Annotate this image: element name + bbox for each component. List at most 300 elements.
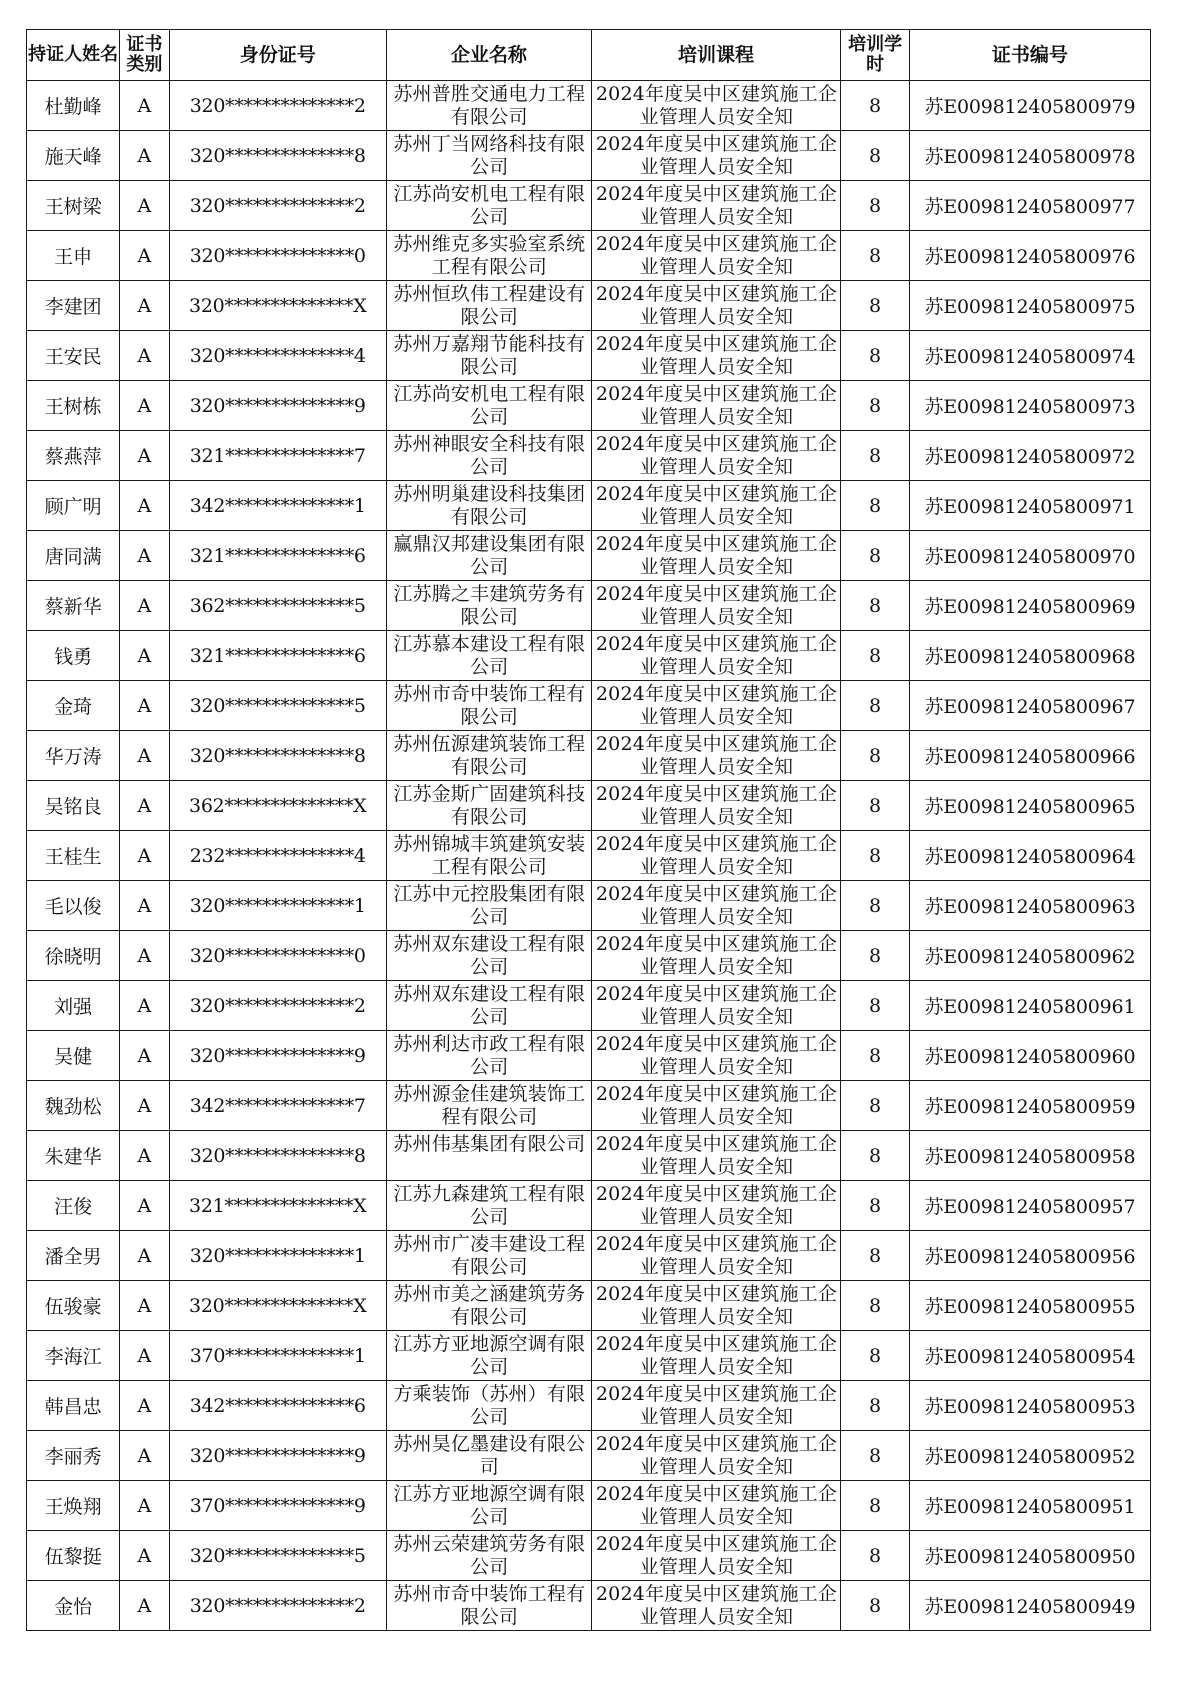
company-name-cell [387, 681, 592, 731]
id-number-cell: 370**************1 [169, 1331, 387, 1381]
holder-name-cell: 王焕翔 [27, 1481, 120, 1531]
holder-name-cell: 施天峰 [27, 131, 120, 181]
table-row [27, 1281, 1151, 1331]
course-name-cell [591, 1281, 841, 1331]
course-name: 2024年度吴中区建筑施工企业管理人员安全知 [595, 633, 838, 678]
training-hours-cell: 8 [841, 1281, 910, 1331]
holder-name-cell: 金怡 [27, 1581, 120, 1631]
holder-name-cell: 金琦 [27, 681, 120, 731]
table-row [27, 481, 1151, 531]
cert-class-cell: A [120, 781, 169, 831]
course-name: 2024年度吴中区建筑施工企业管理人员安全知 [595, 1233, 838, 1278]
course-name-cell [591, 381, 841, 431]
course-name-cell [591, 581, 841, 631]
training-hours-cell: 8 [841, 631, 910, 681]
table-row [27, 781, 1151, 831]
holder-name-cell: 朱建华 [27, 1131, 120, 1181]
cert-class-cell: A [120, 1581, 169, 1631]
holder-name-cell: 蔡燕萍 [27, 431, 120, 481]
course-name-cell [591, 231, 841, 281]
course-name-cell [591, 631, 841, 681]
holder-name-cell: 李海江 [27, 1331, 120, 1381]
training-hours-cell: 8 [841, 1481, 910, 1531]
id-number-cell: 320**************X [169, 281, 387, 331]
id-number-cell: 362**************X [169, 781, 387, 831]
course-name: 2024年度吴中区建筑施工企业管理人员安全知 [595, 983, 838, 1028]
id-number-cell: 321**************7 [169, 431, 387, 481]
company-name: 苏州昊亿墨建设有限公司 [393, 1433, 586, 1478]
company-name-cell [387, 531, 592, 581]
company-name: 苏州万嘉翔节能科技有限公司 [393, 333, 586, 378]
training-hours-cell: 8 [841, 481, 910, 531]
header-company: 企业名称 [387, 30, 592, 81]
cert-class-cell: A [120, 231, 169, 281]
course-name-cell [591, 1531, 841, 1581]
cert-class-cell: A [120, 831, 169, 881]
company-name: 苏州维克多实验室系统工程有限公司 [393, 233, 586, 278]
cert-number-cell: 苏E009812405800957 [909, 1181, 1150, 1231]
company-name: 江苏尚安机电工程有限公司 [393, 383, 586, 428]
id-number-cell: 342**************7 [169, 1081, 387, 1131]
course-name-cell [591, 1081, 841, 1131]
table-row [27, 931, 1151, 981]
holder-name-cell: 李丽秀 [27, 1431, 120, 1481]
training-hours-cell: 8 [841, 981, 910, 1031]
cert-class-cell: A [120, 581, 169, 631]
id-number-cell: 321**************X [169, 1181, 387, 1231]
company-name-cell [387, 1231, 592, 1281]
header-cert-class: 证书类别 [120, 30, 169, 81]
cert-number-cell: 苏E009812405800968 [909, 631, 1150, 681]
holder-name-cell: 伍骏豪 [27, 1281, 120, 1331]
cert-number-cell: 苏E009812405800950 [909, 1531, 1150, 1581]
course-name: 2024年度吴中区建筑施工企业管理人员安全知 [595, 933, 838, 978]
cert-number-cell: 苏E009812405800967 [909, 681, 1150, 731]
cert-class-cell: A [120, 1381, 169, 1431]
table-row [27, 731, 1151, 781]
holder-name-cell: 魏劲松 [27, 1081, 120, 1131]
course-name: 2024年度吴中区建筑施工企业管理人员安全知 [595, 433, 838, 478]
id-number-cell: 320**************1 [169, 1231, 387, 1281]
cert-class-cell: A [120, 281, 169, 331]
course-name-cell [591, 931, 841, 981]
id-number-cell: 320**************2 [169, 981, 387, 1031]
company-name: 方乘装饰（苏州）有限公司 [393, 1383, 586, 1428]
training-hours-cell: 8 [841, 531, 910, 581]
table-row [27, 181, 1151, 231]
cert-number-cell: 苏E009812405800977 [909, 181, 1150, 231]
course-name: 2024年度吴中区建筑施工企业管理人员安全知 [595, 233, 838, 278]
holder-name-cell: 华万涛 [27, 731, 120, 781]
company-name-cell [387, 881, 592, 931]
cert-number-cell: 苏E009812405800961 [909, 981, 1150, 1031]
id-number-cell: 320**************0 [169, 231, 387, 281]
cert-number-cell: 苏E009812405800954 [909, 1331, 1150, 1381]
cert-class-cell: A [120, 1231, 169, 1281]
course-name-cell [591, 981, 841, 1031]
company-name-cell [387, 131, 592, 181]
company-name-cell [387, 1131, 592, 1181]
course-name: 2024年度吴中区建筑施工企业管理人员安全知 [595, 1033, 838, 1078]
cert-number-cell: 苏E009812405800966 [909, 731, 1150, 781]
table-row [27, 131, 1151, 181]
training-hours-cell: 8 [841, 1581, 910, 1631]
course-name-cell [591, 1031, 841, 1081]
company-name: 江苏方亚地源空调有限公司 [393, 1483, 586, 1528]
cert-class-cell: A [120, 631, 169, 681]
holder-name-cell: 毛以俊 [27, 881, 120, 931]
id-number-cell: 342**************1 [169, 481, 387, 531]
id-number-cell: 342**************6 [169, 1381, 387, 1431]
cert-number-cell: 苏E009812405800972 [909, 431, 1150, 481]
id-number-cell: 320**************2 [169, 181, 387, 231]
cert-number-cell: 苏E009812405800964 [909, 831, 1150, 881]
training-hours-cell: 8 [841, 431, 910, 481]
cert-class-cell: A [120, 881, 169, 931]
course-name: 2024年度吴中区建筑施工企业管理人员安全知 [595, 733, 838, 778]
cert-number-cell: 苏E009812405800956 [909, 1231, 1150, 1281]
header-cert-number: 证书编号 [909, 30, 1150, 81]
training-hours-cell: 8 [841, 1531, 910, 1581]
company-name: 江苏金斯广固建筑科技有限公司 [393, 783, 586, 828]
table-row [27, 881, 1151, 931]
id-number-cell: 320**************8 [169, 131, 387, 181]
course-name: 2024年度吴中区建筑施工企业管理人员安全知 [595, 133, 838, 178]
course-name-cell [591, 1381, 841, 1431]
table-row [27, 531, 1151, 581]
cert-number-cell: 苏E009812405800974 [909, 331, 1150, 381]
company-name: 苏州明巢建设科技集团有限公司 [393, 483, 586, 528]
company-name: 江苏中元控股集团有限公司 [393, 883, 586, 928]
holder-name-cell: 王桂生 [27, 831, 120, 881]
id-number-cell: 370**************9 [169, 1481, 387, 1531]
cert-class-cell: A [120, 931, 169, 981]
course-name-cell [591, 881, 841, 931]
holder-name-cell: 伍黎挺 [27, 1531, 120, 1581]
id-number-cell: 320**************8 [169, 731, 387, 781]
course-name-cell [591, 1181, 841, 1231]
company-name-cell [387, 1331, 592, 1381]
training-hours-cell: 8 [841, 1131, 910, 1181]
company-name-cell [387, 781, 592, 831]
holder-name-cell: 顾广明 [27, 481, 120, 531]
cert-class-cell: A [120, 731, 169, 781]
table-body [27, 81, 1151, 1631]
training-hours-cell: 8 [841, 1181, 910, 1231]
holder-name-cell: 杜勤峰 [27, 81, 120, 131]
company-name: 苏州市奇中装饰工程有限公司 [393, 683, 586, 728]
table-row [27, 1481, 1151, 1531]
table-row [27, 1081, 1151, 1131]
id-number-cell: 320**************5 [169, 1531, 387, 1581]
training-hours-cell: 8 [841, 331, 910, 381]
holder-name-cell: 王树栋 [27, 381, 120, 431]
course-name-cell [591, 1331, 841, 1381]
training-hours-cell: 8 [841, 781, 910, 831]
cert-class-cell: A [120, 131, 169, 181]
table-row [27, 281, 1151, 331]
holder-name-cell: 吴健 [27, 1031, 120, 1081]
table-row [27, 81, 1151, 131]
course-name: 2024年度吴中区建筑施工企业管理人员安全知 [595, 1333, 838, 1378]
cert-number-cell: 苏E009812405800955 [909, 1281, 1150, 1331]
course-name-cell [591, 1481, 841, 1531]
cert-number-cell: 苏E009812405800965 [909, 781, 1150, 831]
course-name-cell [591, 1231, 841, 1281]
course-name-cell [591, 1431, 841, 1481]
training-hours-cell: 8 [841, 1381, 910, 1431]
company-name-cell [387, 81, 592, 131]
course-name: 2024年度吴中区建筑施工企业管理人员安全知 [595, 1183, 838, 1228]
holder-name-cell: 王树梁 [27, 181, 120, 231]
training-hours-cell: 8 [841, 1331, 910, 1381]
table-row [27, 231, 1151, 281]
company-name-cell [387, 1181, 592, 1231]
header-row [27, 30, 1151, 81]
header-id-number: 身份证号 [169, 30, 387, 81]
holder-name-cell: 徐晓明 [27, 931, 120, 981]
course-name-cell [591, 831, 841, 881]
table-row [27, 1231, 1151, 1281]
course-name-cell [591, 781, 841, 831]
holder-name-cell: 潘全男 [27, 1231, 120, 1281]
course-name: 2024年度吴中区建筑施工企业管理人员安全知 [595, 83, 838, 128]
company-name-cell [387, 731, 592, 781]
cert-class-cell: A [120, 1431, 169, 1481]
table-row [27, 831, 1151, 881]
course-name-cell [591, 481, 841, 531]
course-name: 2024年度吴中区建筑施工企业管理人员安全知 [595, 333, 838, 378]
cert-class-cell: A [120, 1531, 169, 1581]
id-number-cell: 320**************5 [169, 681, 387, 731]
cert-number-cell: 苏E009812405800960 [909, 1031, 1150, 1081]
holder-name-cell: 钱勇 [27, 631, 120, 681]
header-course: 培训课程 [591, 30, 841, 81]
company-name-cell [387, 231, 592, 281]
cert-number-cell: 苏E009812405800976 [909, 231, 1150, 281]
cert-number-cell: 苏E009812405800971 [909, 481, 1150, 531]
company-name: 苏州市奇中装饰工程有限公司 [393, 1583, 586, 1628]
holder-name-cell: 刘强 [27, 981, 120, 1031]
cert-number-cell: 苏E009812405800952 [909, 1431, 1150, 1481]
cert-class-cell: A [120, 181, 169, 231]
course-name: 2024年度吴中区建筑施工企业管理人员安全知 [595, 1383, 838, 1428]
id-number-cell: 320**************0 [169, 931, 387, 981]
company-name-cell [387, 431, 592, 481]
cert-class-cell: A [120, 1331, 169, 1381]
training-hours-cell: 8 [841, 731, 910, 781]
header-name: 持证人姓名 [27, 30, 120, 81]
company-name-cell [387, 631, 592, 681]
id-number-cell: 321**************6 [169, 631, 387, 681]
training-hours-cell: 8 [841, 81, 910, 131]
training-hours-cell: 8 [841, 181, 910, 231]
holder-name-cell: 唐同满 [27, 531, 120, 581]
table-row [27, 581, 1151, 631]
holder-name-cell: 吴铭良 [27, 781, 120, 831]
course-name-cell [591, 681, 841, 731]
company-name: 江苏尚安机电工程有限公司 [393, 183, 586, 228]
cert-class-cell: A [120, 1131, 169, 1181]
training-hours-cell: 8 [841, 831, 910, 881]
course-name-cell [591, 1581, 841, 1631]
cert-class-cell: A [120, 981, 169, 1031]
training-hours-cell: 8 [841, 1031, 910, 1081]
cert-class-cell: A [120, 1031, 169, 1081]
cert-class-cell: A [120, 531, 169, 581]
holder-name-cell: 王安民 [27, 331, 120, 381]
company-name-cell [387, 1381, 592, 1431]
cert-number-cell: 苏E009812405800958 [909, 1131, 1150, 1181]
holder-name-cell: 李建团 [27, 281, 120, 331]
cert-class-cell: A [120, 1081, 169, 1131]
training-hours-cell: 8 [841, 581, 910, 631]
cert-class-cell: A [120, 81, 169, 131]
table-row [27, 1381, 1151, 1431]
cert-number-cell: 苏E009812405800959 [909, 1081, 1150, 1131]
table-row [27, 681, 1151, 731]
course-name: 2024年度吴中区建筑施工企业管理人员安全知 [595, 833, 838, 878]
table-row [27, 1431, 1151, 1481]
holder-name-cell: 蔡新华 [27, 581, 120, 631]
course-name: 2024年度吴中区建筑施工企业管理人员安全知 [595, 583, 838, 628]
cert-number-cell: 苏E009812405800951 [909, 1481, 1150, 1531]
company-name: 苏州利达市政工程有限公司 [393, 1033, 586, 1078]
cert-class-cell: A [120, 381, 169, 431]
training-hours-cell: 8 [841, 1431, 910, 1481]
cert-class-cell: A [120, 681, 169, 731]
course-name: 2024年度吴中区建筑施工企业管理人员安全知 [595, 1483, 838, 1528]
table-row [27, 1181, 1151, 1231]
company-name: 苏州伍源建筑装饰工程有限公司 [393, 733, 586, 778]
course-name: 2024年度吴中区建筑施工企业管理人员安全知 [595, 1433, 838, 1478]
course-name: 2024年度吴中区建筑施工企业管理人员安全知 [595, 1583, 838, 1628]
training-hours-cell: 8 [841, 1231, 910, 1281]
company-name-cell [387, 931, 592, 981]
id-number-cell: 232**************4 [169, 831, 387, 881]
cert-number-cell: 苏E009812405800953 [909, 1381, 1150, 1431]
company-name-cell [387, 1081, 592, 1131]
course-name: 2024年度吴中区建筑施工企业管理人员安全知 [595, 1133, 838, 1178]
course-name: 2024年度吴中区建筑施工企业管理人员安全知 [595, 1533, 838, 1578]
training-hours-cell: 8 [841, 881, 910, 931]
id-number-cell: 320**************9 [169, 381, 387, 431]
course-name: 2024年度吴中区建筑施工企业管理人员安全知 [595, 1283, 838, 1328]
course-name: 2024年度吴中区建筑施工企业管理人员安全知 [595, 383, 838, 428]
company-name: 苏州云荣建筑劳务有限公司 [393, 1533, 586, 1578]
training-hours-cell: 8 [841, 131, 910, 181]
id-number-cell: 320**************8 [169, 1131, 387, 1181]
course-name-cell [591, 81, 841, 131]
course-name-cell [591, 331, 841, 381]
id-number-cell: 362**************5 [169, 581, 387, 631]
cert-number-cell: 苏E009812405800962 [909, 931, 1150, 981]
course-name-cell [591, 531, 841, 581]
course-name: 2024年度吴中区建筑施工企业管理人员安全知 [595, 883, 838, 928]
table-row [27, 431, 1151, 481]
course-name-cell [591, 431, 841, 481]
company-name: 赢鼎汉邦建设集团有限公司 [393, 533, 586, 578]
company-name: 苏州丁当网络科技有限公司 [393, 133, 586, 178]
cert-class-cell: A [120, 1181, 169, 1231]
course-name: 2024年度吴中区建筑施工企业管理人员安全知 [595, 783, 838, 828]
company-name: 江苏九森建筑工程有限公司 [393, 1183, 586, 1228]
company-name-cell [387, 831, 592, 881]
course-name: 2024年度吴中区建筑施工企业管理人员安全知 [595, 533, 838, 578]
company-name-cell [387, 1431, 592, 1481]
table-row [27, 631, 1151, 681]
id-number-cell: 320**************9 [169, 1431, 387, 1481]
cert-number-cell: 苏E009812405800970 [909, 531, 1150, 581]
company-name: 苏州神眼安全科技有限公司 [393, 433, 586, 478]
training-hours-cell: 8 [841, 1081, 910, 1131]
company-name-cell [387, 381, 592, 431]
table-row [27, 1331, 1151, 1381]
holder-name-cell: 汪俊 [27, 1181, 120, 1231]
course-name: 2024年度吴中区建筑施工企业管理人员安全知 [595, 683, 838, 728]
certificate-table [26, 29, 1151, 1631]
cert-number-cell: 苏E009812405800978 [909, 131, 1150, 181]
cert-number-cell: 苏E009812405800969 [909, 581, 1150, 631]
company-name-cell [387, 1481, 592, 1531]
company-name: 苏州市美之涵建筑劳务有限公司 [393, 1283, 586, 1328]
company-name-cell [387, 1531, 592, 1581]
company-name: 苏州双东建设工程有限公司 [393, 983, 586, 1028]
company-name-cell [387, 581, 592, 631]
id-number-cell: 320**************9 [169, 1031, 387, 1081]
company-name: 苏州市广凌丰建设工程有限公司 [393, 1233, 586, 1278]
holder-name-cell: 韩昌忠 [27, 1381, 120, 1431]
company-name: 江苏方亚地源空调有限公司 [393, 1333, 586, 1378]
training-hours-cell: 8 [841, 681, 910, 731]
id-number-cell: 320**************2 [169, 1581, 387, 1631]
id-number-cell: 320**************2 [169, 81, 387, 131]
company-name: 苏州恒玖伟工程建设有限公司 [393, 283, 586, 328]
company-name-cell [387, 1581, 592, 1631]
table-row [27, 1581, 1151, 1631]
course-name: 2024年度吴中区建筑施工企业管理人员安全知 [595, 283, 838, 328]
header-hours: 培训学时 [841, 30, 910, 81]
company-name-cell [387, 981, 592, 1031]
course-name-cell [591, 731, 841, 781]
cert-class-cell: A [120, 1481, 169, 1531]
cert-class-cell: A [120, 1281, 169, 1331]
table-row [27, 331, 1151, 381]
cert-class-cell: A [120, 331, 169, 381]
cert-number-cell: 苏E009812405800979 [909, 81, 1150, 131]
company-name-cell [387, 1031, 592, 1081]
cert-number-cell: 苏E009812405800975 [909, 281, 1150, 331]
holder-name-cell: 王申 [27, 231, 120, 281]
table-row [27, 381, 1151, 431]
course-name: 2024年度吴中区建筑施工企业管理人员安全知 [595, 183, 838, 228]
company-name: 苏州源金佳建筑装饰工程有限公司 [393, 1083, 586, 1128]
id-number-cell: 321**************6 [169, 531, 387, 581]
company-name: 苏州双东建设工程有限公司 [393, 933, 586, 978]
id-number-cell: 320**************X [169, 1281, 387, 1331]
course-name-cell [591, 281, 841, 331]
company-name-cell [387, 281, 592, 331]
id-number-cell: 320**************4 [169, 331, 387, 381]
course-name-cell [591, 131, 841, 181]
table-row [27, 981, 1151, 1031]
course-name-cell [591, 1131, 841, 1181]
company-name: 苏州普胜交通电力工程有限公司 [393, 83, 586, 128]
cert-number-cell: 苏E009812405800963 [909, 881, 1150, 931]
cert-class-cell: A [120, 431, 169, 481]
training-hours-cell: 8 [841, 231, 910, 281]
company-name: 苏州锦城丰筑建筑安装工程有限公司 [393, 833, 586, 878]
